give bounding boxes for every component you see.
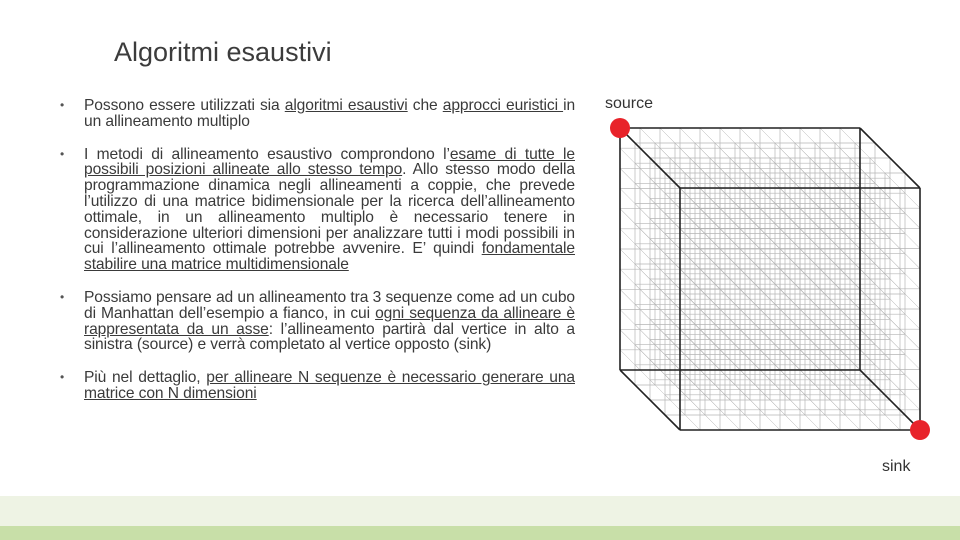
bullet-item <box>60 290 575 353</box>
bullet-item <box>60 370 575 402</box>
footer-band-light <box>0 496 960 526</box>
underlined-text: per allineare N sequenze è necessario generare una matrice con N dimensioni <box>84 369 575 402</box>
underlined-text: fondamentale stabilire una matrice multidimensionale <box>84 240 575 274</box>
sink-label: sink <box>882 458 911 475</box>
grid-diagonal <box>900 309 920 329</box>
footer-band-green <box>0 526 960 540</box>
grid-diagonal <box>900 390 920 410</box>
sink-node <box>910 420 930 440</box>
bullet-item <box>60 98 575 130</box>
bullet-item <box>60 147 575 273</box>
slide-title: Algoritmi esaustivi <box>114 37 332 67</box>
grid-diagonal <box>840 410 860 430</box>
bullet-text: Possono essere utilizzati sia <box>84 97 285 114</box>
bullet-text: I metodi di allineamento esaustivo comprondono l’ <box>84 145 450 163</box>
source-label: source <box>605 95 654 112</box>
underlined-text: approcci euristici <box>442 97 564 114</box>
grid-diagonal <box>880 410 900 430</box>
bullet-text: Più nel dettaglio, <box>84 369 207 387</box>
source-node <box>610 118 630 138</box>
bullet-text: Possiamo pensare ad un allineamento tra 3 sequenze come ad un cubo di Manhattan dell’esempio a fianco, in cui <box>84 288 575 322</box>
grid-diagonal <box>760 410 780 430</box>
underlined-text: algoritmi esaustivi <box>284 97 408 114</box>
bullet-text: che <box>407 97 443 114</box>
grid-diagonal <box>900 349 920 369</box>
underlined-text: esame di tutte le possibili posizioni allineate allo stesso tempo <box>84 145 575 179</box>
bullet-text: . Allo stesso modo della programmazione dinamica negli allineamenti a coppie, che prevede l’utilizzo di una matrice bidimensionale per la ricerca dell’allineamento ottimale, in un allineamento multiplo è necessario tenere in considerazione ulteriori dimensioni per analizzare tutti i modi possibili in cui l’allineamento ottimale potrebbe avvenire. E’ quindi <box>84 161 575 258</box>
grid-diagonal <box>900 228 920 248</box>
bullet-list <box>60 98 575 419</box>
bullet-text: : l’allineamento partirà dal vertice in alto a sinistra (source) e verrà completato al vertice opposto (sink) <box>84 320 575 354</box>
bullet-dot-icon: • <box>60 370 65 385</box>
bullet-dot-icon: • <box>60 146 65 161</box>
grid-diagonal <box>900 188 920 208</box>
bullet-dot-icon: • <box>60 98 65 112</box>
grid-diagonal <box>720 410 740 430</box>
underlined-text: ogni sequenza da allineare è rappresentata da un asse <box>84 304 575 338</box>
grid-diagonal <box>680 410 700 430</box>
manhattan-cube-diagram <box>560 90 940 490</box>
grid-diagonal <box>900 269 920 289</box>
grid-diagonal <box>800 410 820 430</box>
bullet-dot-icon: • <box>60 289 65 304</box>
bullet-text: in un allineamento multiplo <box>84 97 576 130</box>
